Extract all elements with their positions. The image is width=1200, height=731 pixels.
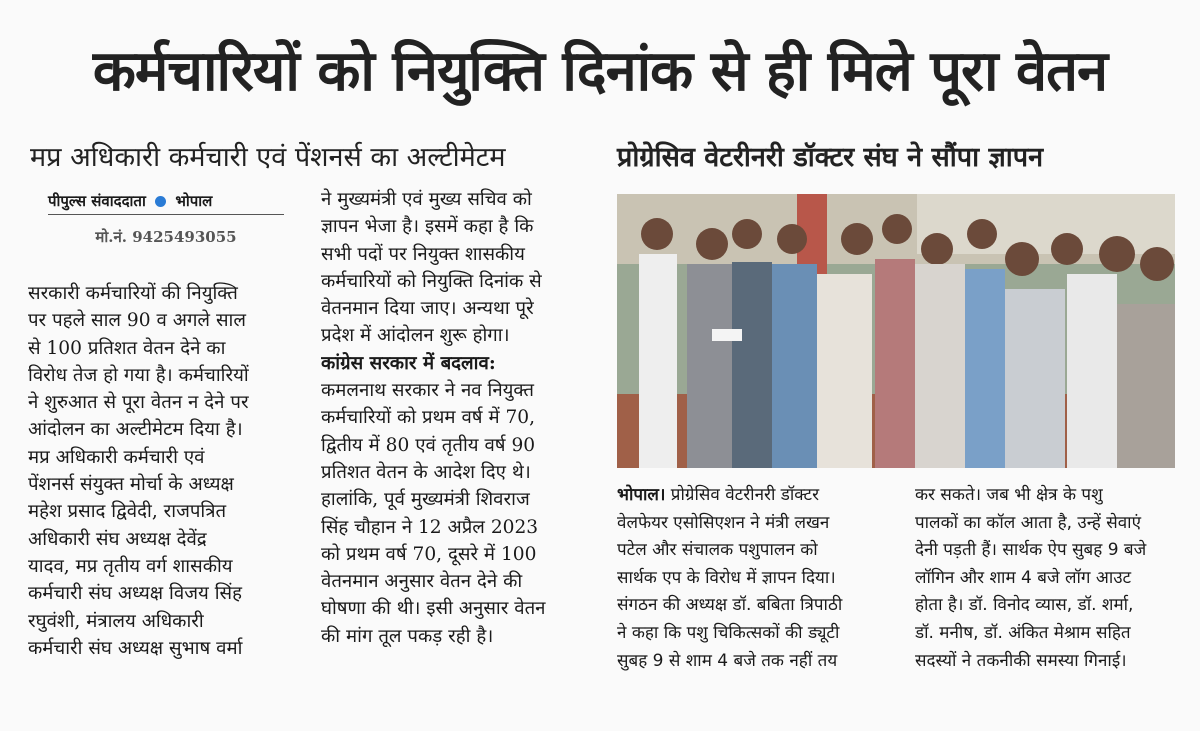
text-line: सरकारी कर्मचारियों की नियुक्ति xyxy=(28,283,238,304)
text-line: कर्मचारी संघ अध्यक्ष विजय सिंह xyxy=(28,583,242,605)
text-line: वेलफेयर एसोसिएशन ने मंत्री लखन xyxy=(617,512,830,533)
text-line: आंदोलन का अल्टीमेटम दिया है। xyxy=(28,419,243,441)
text-line: सुबह 9 से शाम 4 बजे तक नहीं तय xyxy=(617,650,838,671)
text-line: ज्ञापन भेजा है। इसमें कहा है कि xyxy=(321,216,534,238)
text-line: प्रोग्रेसिव वेटरीनरी डॉक्टर xyxy=(665,485,820,505)
text-line: कर्मचारियों को प्रथम वर्ष में 70, xyxy=(321,407,536,429)
text-line: सार्थक एप के विरोध में ज्ञापन दिया। xyxy=(617,567,836,588)
text-line: से 100 प्रतिशत वेतन देने का xyxy=(28,337,226,359)
headline: कर्मचारियों को नियुक्ति दिनांक से ही मिले पूरा वेतन xyxy=(92,39,1108,104)
text-line: पटेल और संचालक पशुपालन को xyxy=(617,540,818,561)
text-line: ने मुख्यमंत्री एवं मुख्य सचिव को xyxy=(321,189,532,210)
right-story-column-2 xyxy=(915,482,1177,675)
text-line: वेतनमान अनुसार वेतन देने की xyxy=(321,571,523,593)
right-subhead: प्रोग्रेसिव वेटरीनरी डॉक्टर संघ ने सौंपा ज्ञापन xyxy=(617,142,1044,173)
text-line: को प्रथम वर्ष 70, दूसरे में 100 xyxy=(321,543,537,565)
left-story-column-2 xyxy=(321,186,591,650)
text-line: विरोध तेज हो गया है। कर्मचारियों xyxy=(28,364,249,386)
byline xyxy=(48,190,284,215)
text-line: वेतनमान दिया जाए। अन्यथा पूरे xyxy=(321,298,534,320)
text-line: कर सकते। जब भी क्षेत्र के पशु xyxy=(915,485,1103,505)
bullet-dot-icon xyxy=(155,196,166,207)
text-line: महेश प्रसाद द्विवेदी, राजपत्रित xyxy=(28,501,227,523)
text-line: लॉगिन और शाम 4 बजे लॉग आउट xyxy=(915,567,1132,588)
text-line: ने शुरुआत से पूरा वेतन न देने पर xyxy=(28,392,249,414)
news-photo xyxy=(617,194,1175,468)
dateline: भोपाल। xyxy=(617,485,666,505)
text-line: यादव, मप्र तृतीय वर्ग शासकीय xyxy=(28,555,233,577)
text-line: ने कहा कि पशु चिकित्सकों की ड्यूटी xyxy=(617,622,840,643)
byline-reporter: पीपुल्स संवाददाता xyxy=(48,192,146,210)
left-subhead: मप्र अधिकारी कर्मचारी एवं पेंशनर्स का अल्टीमेटम xyxy=(30,142,506,173)
section-subhead: कांग्रेस सरकार में बदलाव: xyxy=(321,352,496,374)
text-line: कमलनाथ सरकार ने नव नियुक्त xyxy=(321,380,535,402)
text-line: मप्र अधिकारी कर्मचारी एवं xyxy=(28,446,205,468)
text-line: हालांकि, पूर्व मुख्यमंत्री शिवराज xyxy=(321,489,530,511)
text-line: पेंशनर्स संयुक्त मोर्चा के अध्यक्ष xyxy=(28,474,234,496)
text-line: रघुवंशी, मंत्रालय अधिकारी xyxy=(28,610,204,632)
byline-location: भोपाल xyxy=(175,192,213,210)
text-line: पर पहले साल 90 व अगले साल xyxy=(28,310,246,332)
text-line: कर्मचारी संघ अध्यक्ष सुभाष वर्मा xyxy=(28,637,243,659)
text-line: अधिकारी संघ अध्यक्ष देवेंद्र xyxy=(28,528,207,550)
text-line: की मांग तूल पकड़ रही है। xyxy=(321,625,494,647)
text-line: होता है। डॉ. विनोद व्यास, डॉ. शर्मा, xyxy=(915,595,1134,616)
text-line: सिंह चौहान ने 12 अप्रैल 2023 xyxy=(321,516,539,538)
text-line: कर्मचारियों को नियुक्ति दिनांक से xyxy=(321,270,542,292)
right-story-column-1 xyxy=(617,482,879,675)
text-line: पालकों का कॉल आता है, उन्हें सेवाएं xyxy=(915,512,1141,533)
left-story-column-1 xyxy=(28,280,293,662)
text-line: घोषणा की थी। इसी अनुसार वेतन xyxy=(321,598,546,620)
text-line: सदस्यों ने तकनीकी समस्या गिनाई। xyxy=(915,650,1127,671)
text-line: प्रतिशत वेतन के आदेश दिए थे। xyxy=(321,461,531,483)
text-line: डॉ. मनीष, डॉ. अंकित मेश्राम सहित xyxy=(915,622,1131,643)
text-line: द्वितीय में 80 एवं तृतीय वर्ष 90 xyxy=(321,434,536,456)
reporter-mobile: मो.नं. 9425493055 xyxy=(95,228,237,246)
text-line: संगठन की अध्यक्ष डॉ. बबिता त्रिपाठी xyxy=(617,595,843,616)
group-photo-image xyxy=(617,194,1175,468)
text-line: देनी पड़ती हैं। सार्थक ऐप सुबह 9 बजे xyxy=(915,540,1147,561)
text-line: प्रदेश में आंदोलन शुरू होगा। xyxy=(321,325,510,347)
text-line: सभी पदों पर नियुक्त शासकीय xyxy=(321,243,525,265)
